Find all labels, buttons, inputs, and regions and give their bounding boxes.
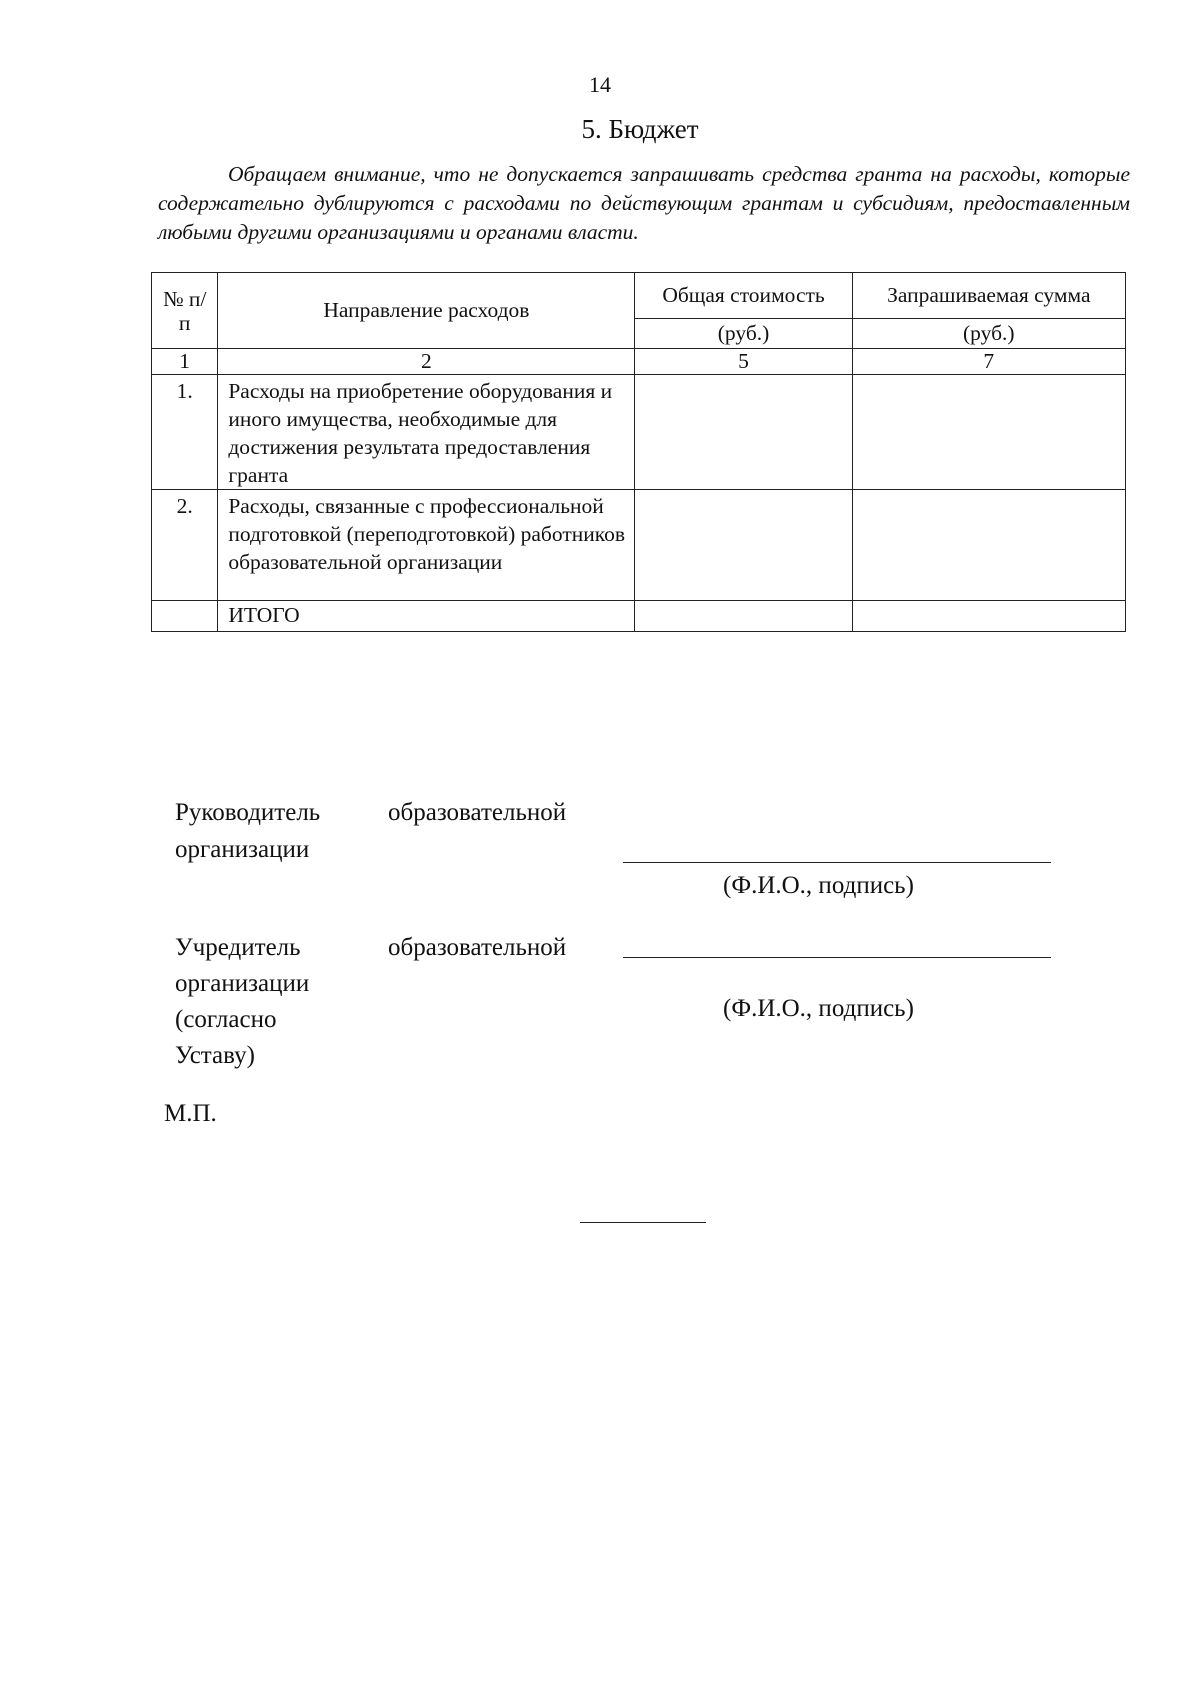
row-total-cost [635, 490, 852, 601]
table-row [152, 375, 1126, 490]
column-number: 5 [635, 349, 852, 375]
table-row [152, 490, 1126, 601]
head-signature-caption: (Ф.И.О., подпись) [723, 872, 914, 899]
founder-label-line2: организации (согласно Уставу) [175, 970, 310, 1069]
page-number: 14 [589, 72, 611, 97]
header-num: № п/п [152, 273, 218, 349]
budget-table [151, 272, 1126, 632]
header-total-cost: Общая стоимость [635, 273, 852, 319]
founder-signature-caption: (Ф.И.О., подпись) [723, 995, 914, 1022]
header-direction: Направление расходов [218, 273, 635, 349]
column-number: 7 [852, 349, 1125, 375]
row-requested [852, 375, 1125, 490]
end-divider [580, 1222, 706, 1223]
section-title: 5. Бюджет [581, 114, 699, 144]
head-label-line2: организации [175, 836, 310, 863]
row-num: 2. [152, 490, 218, 601]
head-label-word2: образовательной [388, 799, 567, 826]
founder-label-word1: Учредитель [175, 934, 301, 961]
founder-label-word2: образовательной [388, 934, 567, 961]
row-num: 1. [152, 375, 218, 490]
total-label: ИТОГО [218, 601, 635, 632]
head-signature-line[interactable] [623, 862, 1051, 863]
total-cost-cell [635, 601, 852, 632]
head-label-word1: Руководитель [175, 799, 321, 826]
total-requested-cell [852, 601, 1125, 632]
header-requested: Запрашиваемая сумма [852, 273, 1125, 319]
column-number: 1 [152, 349, 218, 375]
row-direction: Расходы на приобретение оборудования и иного имущества, необходимые для достижения результата предоставления гранта [218, 375, 635, 490]
row-direction: Расходы, связанные с профессиональной подготовкой (переподготовкой) работников образовательной организации [218, 490, 635, 601]
column-number: 2 [218, 349, 635, 375]
stamp-mark: М.П. [164, 1100, 217, 1127]
total-num [152, 601, 218, 632]
header-unit-total: (руб.) [635, 319, 852, 349]
row-requested [852, 490, 1125, 601]
notice-paragraph: Обращаем внимание, что не допускается запрашивать средства гранта на расходы, которые содержательно дублируются с расходами по действующим грантам и субсидиям, предоставленным любыми другими организациями и органами власти. [158, 162, 1130, 244]
row-total-cost [635, 375, 852, 490]
header-unit-requested: (руб.) [852, 319, 1125, 349]
total-row [152, 601, 1126, 632]
founder-signature-line[interactable] [623, 957, 1051, 958]
